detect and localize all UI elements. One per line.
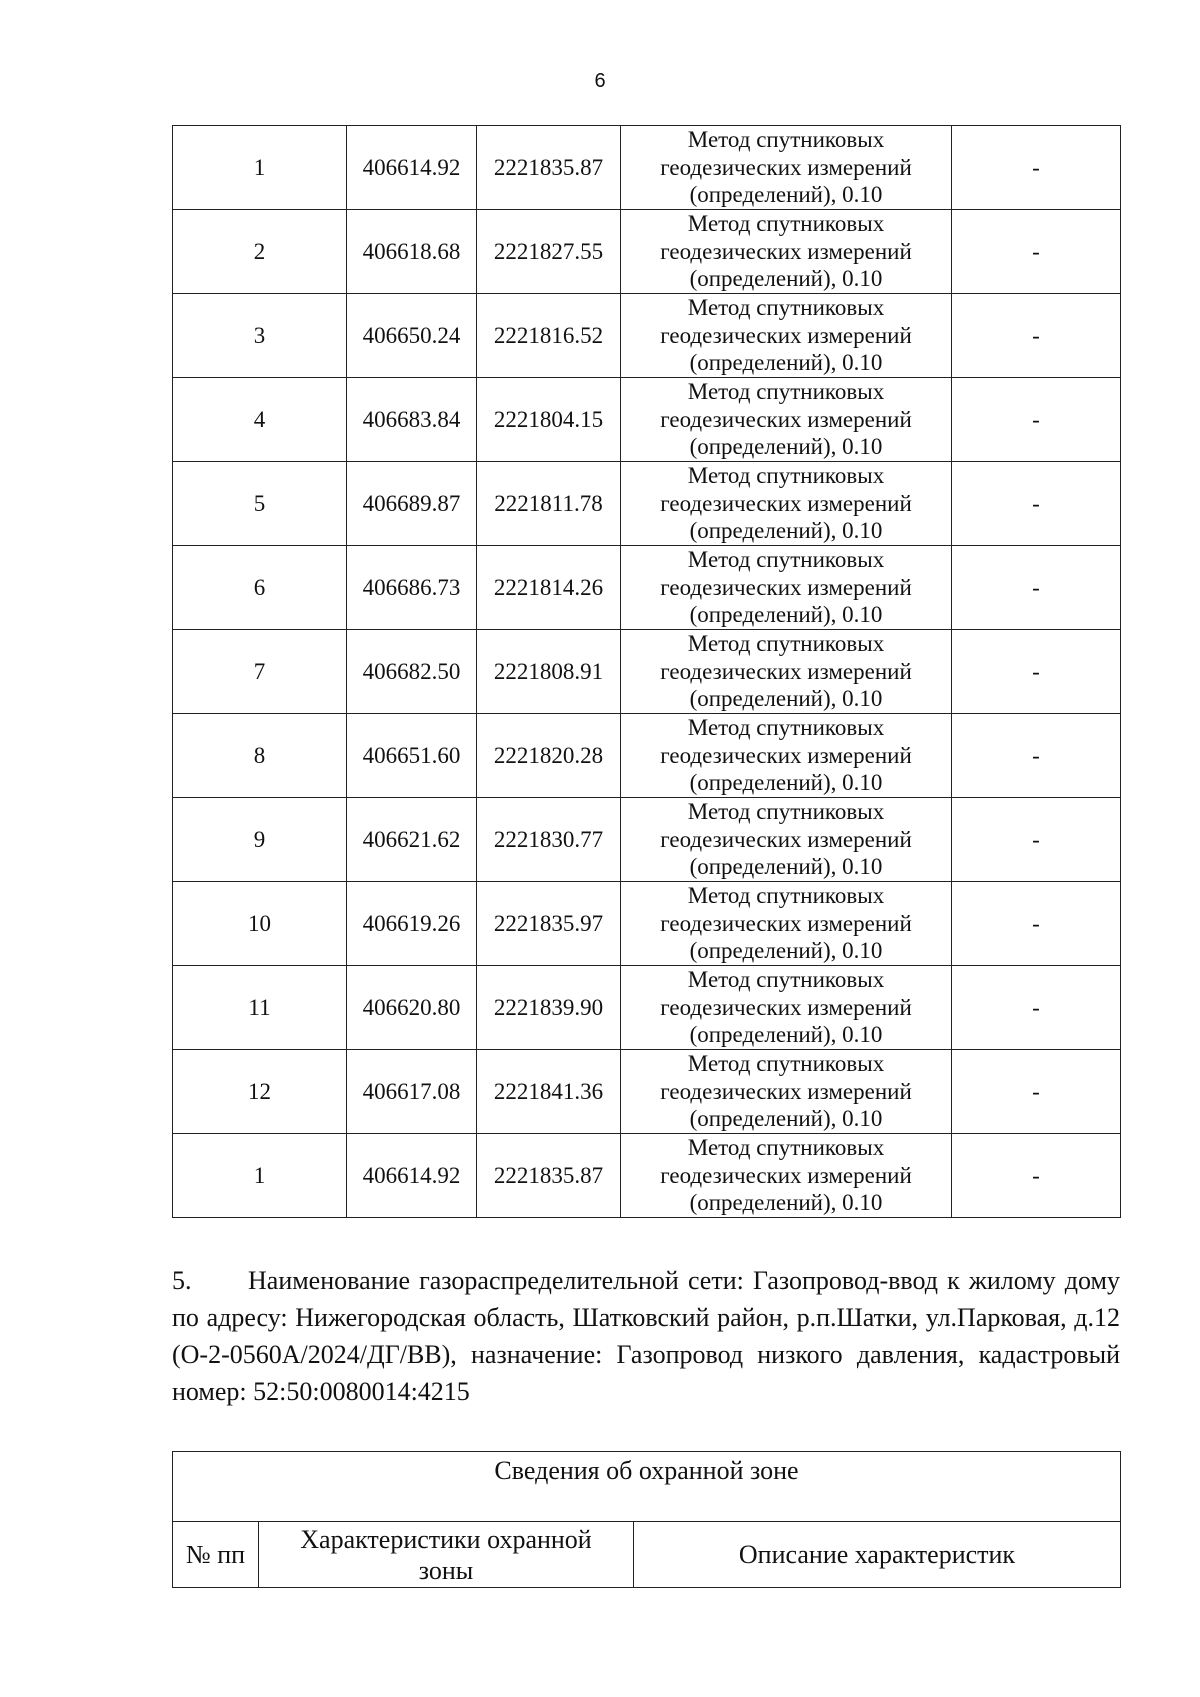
point-number: 6 xyxy=(173,546,347,630)
coord-y: 2221827.55 xyxy=(477,210,621,294)
coord-x: 406689.87 xyxy=(347,462,477,546)
table-row xyxy=(173,882,1121,966)
note-cell: - xyxy=(952,378,1121,462)
method-line: геодезических измерений xyxy=(660,1162,912,1188)
method-line: геодезических измерений xyxy=(660,994,912,1020)
table-row xyxy=(173,966,1121,1050)
method-line: (определений), 0.10 xyxy=(689,1106,883,1132)
coord-x: 406686.73 xyxy=(347,546,477,630)
method-cell xyxy=(621,378,952,462)
note-cell: - xyxy=(952,126,1121,210)
method-cell xyxy=(621,1050,952,1134)
coord-y: 2221835.97 xyxy=(477,882,621,966)
table-row xyxy=(173,798,1121,882)
method-line: геодезических измерений xyxy=(660,910,912,936)
protection-zone-table xyxy=(172,1451,1121,1588)
table-row xyxy=(173,210,1121,294)
coord-y: 2221835.87 xyxy=(477,1134,621,1218)
coord-y: 2221811.78 xyxy=(477,462,621,546)
point-number: 9 xyxy=(173,798,347,882)
method-cell xyxy=(621,798,952,882)
coord-x: 406650.24 xyxy=(347,294,477,378)
coord-y: 2221835.87 xyxy=(477,126,621,210)
header-characteristics-line-1: Характеристики охранной xyxy=(300,1524,592,1554)
method-line: Метод спутниковых xyxy=(687,967,885,993)
note-cell: - xyxy=(952,210,1121,294)
coord-x: 406683.84 xyxy=(347,378,477,462)
method-line: (определений), 0.10 xyxy=(689,854,883,880)
method-cell xyxy=(621,630,952,714)
table-row xyxy=(173,1050,1121,1134)
coord-x: 406618.68 xyxy=(347,210,477,294)
note-cell: - xyxy=(952,630,1121,714)
method-line: Метод спутниковых xyxy=(687,631,885,657)
coordinates-table xyxy=(172,125,1121,1218)
method-line: Метод спутниковых xyxy=(687,379,885,405)
note-cell: - xyxy=(952,1134,1121,1218)
method-line: геодезических измерений xyxy=(660,742,912,768)
coord-x: 406617.08 xyxy=(347,1050,477,1134)
method-line: Метод спутниковых xyxy=(687,715,885,741)
method-line: Метод спутниковых xyxy=(687,1051,885,1077)
header-characteristics-line-2: зоны xyxy=(418,1555,474,1585)
point-number: 4 xyxy=(173,378,347,462)
section-number: 5. xyxy=(172,1266,192,1295)
point-number: 11 xyxy=(173,966,347,1050)
point-number: 2 xyxy=(173,210,347,294)
coord-x: 406620.80 xyxy=(347,966,477,1050)
table-row xyxy=(173,1134,1121,1218)
point-number: 7 xyxy=(173,630,347,714)
method-cell xyxy=(621,966,952,1050)
method-line: (определений), 0.10 xyxy=(689,182,883,208)
note-cell: - xyxy=(952,462,1121,546)
method-line: (определений), 0.10 xyxy=(689,1190,883,1216)
method-line: (определений), 0.10 xyxy=(689,686,883,712)
method-cell xyxy=(621,882,952,966)
method-line: геодезических измерений xyxy=(660,826,912,852)
point-number: 3 xyxy=(173,294,347,378)
method-line: Метод спутниковых xyxy=(687,127,885,153)
method-line: Метод спутниковых xyxy=(687,211,885,237)
method-line: Метод спутниковых xyxy=(687,799,885,825)
method-line: геодезических измерений xyxy=(660,490,912,516)
method-line: геодезических измерений xyxy=(660,1078,912,1104)
header-description: Описание характеристик xyxy=(634,1522,1121,1588)
coord-x: 406614.92 xyxy=(347,1134,477,1218)
method-line: (определений), 0.10 xyxy=(689,266,883,292)
section-5-paragraph xyxy=(172,1262,1120,1410)
coord-x: 406621.62 xyxy=(347,798,477,882)
method-cell xyxy=(621,462,952,546)
method-line: геодезических измерений xyxy=(660,238,912,264)
table-row xyxy=(173,462,1121,546)
point-number: 5 xyxy=(173,462,347,546)
method-line: геодезических измерений xyxy=(660,574,912,600)
point-number: 8 xyxy=(173,714,347,798)
table-row xyxy=(173,714,1121,798)
method-line: геодезических измерений xyxy=(660,406,912,432)
method-line: Метод спутниковых xyxy=(687,883,885,909)
method-line: геодезических измерений xyxy=(660,658,912,684)
method-line: (определений), 0.10 xyxy=(689,434,883,460)
method-line: (определений), 0.10 xyxy=(689,1022,883,1048)
method-line: Метод спутниковых xyxy=(687,295,885,321)
note-cell: - xyxy=(952,882,1121,966)
method-line: Метод спутниковых xyxy=(687,1135,885,1161)
coord-x: 406651.60 xyxy=(347,714,477,798)
coordinates-table-body xyxy=(173,126,1121,1218)
coord-y: 2221808.91 xyxy=(477,630,621,714)
coord-x: 406614.92 xyxy=(347,126,477,210)
point-number: 1 xyxy=(173,126,347,210)
method-line: геодезических измерений xyxy=(660,322,912,348)
note-cell: - xyxy=(952,294,1121,378)
point-number: 12 xyxy=(173,1050,347,1134)
header-characteristics xyxy=(259,1522,634,1588)
zone-table-title: Сведения об охранной зоне xyxy=(173,1452,1121,1522)
coord-y: 2221839.90 xyxy=(477,966,621,1050)
coord-y: 2221830.77 xyxy=(477,798,621,882)
point-number: 1 xyxy=(173,1134,347,1218)
note-cell: - xyxy=(952,546,1121,630)
table-row xyxy=(173,378,1121,462)
coord-x: 406682.50 xyxy=(347,630,477,714)
note-cell: - xyxy=(952,966,1121,1050)
coord-y: 2221804.15 xyxy=(477,378,621,462)
note-cell: - xyxy=(952,714,1121,798)
table-row xyxy=(173,546,1121,630)
point-number: 10 xyxy=(173,882,347,966)
note-cell: - xyxy=(952,798,1121,882)
method-line: Метод спутниковых xyxy=(687,547,885,573)
method-cell xyxy=(621,1134,952,1218)
method-cell xyxy=(621,546,952,630)
page-number: 6 xyxy=(594,70,606,92)
method-line: (определений), 0.10 xyxy=(689,938,883,964)
method-cell xyxy=(621,126,952,210)
method-line: (определений), 0.10 xyxy=(689,770,883,796)
header-number: № пп xyxy=(173,1522,259,1588)
coord-y: 2221816.52 xyxy=(477,294,621,378)
method-cell xyxy=(621,294,952,378)
method-line: Метод спутниковых xyxy=(687,463,885,489)
coord-x: 406619.26 xyxy=(347,882,477,966)
table-row xyxy=(173,294,1121,378)
table-row xyxy=(173,630,1121,714)
method-cell xyxy=(621,210,952,294)
table-row xyxy=(173,126,1121,210)
note-cell: - xyxy=(952,1050,1121,1134)
method-line: (определений), 0.10 xyxy=(689,518,883,544)
method-line: (определений), 0.10 xyxy=(689,350,883,376)
coord-y: 2221841.36 xyxy=(477,1050,621,1134)
coord-y: 2221814.26 xyxy=(477,546,621,630)
section-text: Наименование газораспределительной сети: Газопровод-ввод к жилому дому по адресу: Нижегородская область, Шатковский район, р.п.Шатки, ул.Парковая, д.12 (О-2-0560А/2024/ДГ/ВВ), назначение: Газопровод низкого давления, кадастровый номер: 52:50:0080014:4215 xyxy=(172,1266,1120,1406)
method-line: геодезических измерений xyxy=(660,154,912,180)
coord-y: 2221820.28 xyxy=(477,714,621,798)
method-cell xyxy=(621,714,952,798)
method-line: (определений), 0.10 xyxy=(689,602,883,628)
